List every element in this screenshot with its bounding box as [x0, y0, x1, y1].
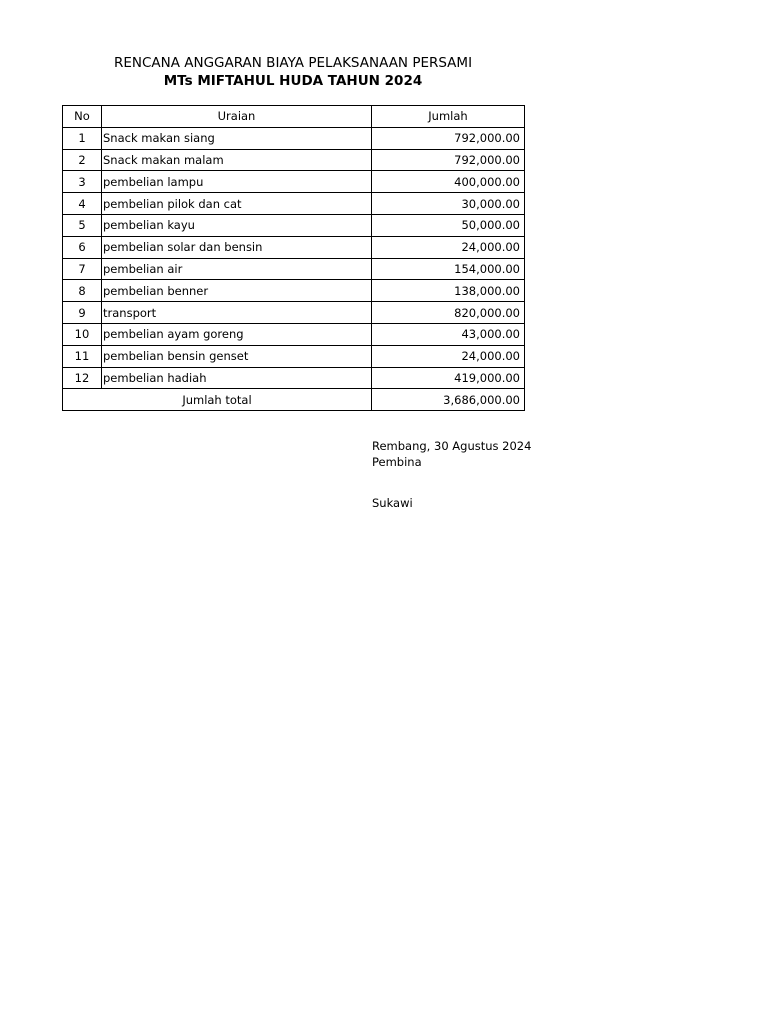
row-jumlah: 820,000.00 [372, 302, 525, 324]
header-no: No [63, 106, 102, 128]
row-no: 7 [63, 258, 102, 280]
table-row [63, 302, 525, 324]
table-row [63, 127, 525, 149]
row-uraian: pembelian solar dan bensin [102, 236, 372, 258]
signature-role: Pembina [372, 454, 422, 469]
table-row [63, 171, 525, 193]
table-header-row [63, 106, 525, 128]
table-row [63, 258, 525, 280]
row-uraian: Snack makan siang [102, 127, 372, 149]
row-uraian: pembelian kayu [102, 214, 372, 236]
row-jumlah: 419,000.00 [372, 367, 525, 389]
row-no: 1 [63, 127, 102, 149]
title-line-1: RENCANA ANGGARAN BIAYA PELAKSANAAN PERSAMI [113, 55, 473, 71]
row-no: 10 [63, 323, 102, 345]
table-row [63, 236, 525, 258]
row-uraian: transport [102, 302, 372, 324]
row-jumlah: 43,000.00 [372, 323, 525, 345]
row-jumlah: 792,000.00 [372, 127, 525, 149]
row-jumlah: 792,000.00 [372, 149, 525, 171]
table-row [63, 367, 525, 389]
table-row [63, 280, 525, 302]
total-label: Jumlah total [63, 389, 372, 411]
row-jumlah: 154,000.00 [372, 258, 525, 280]
budget-table [62, 105, 525, 411]
row-jumlah: 24,000.00 [372, 236, 525, 258]
total-row [63, 389, 525, 411]
row-jumlah: 400,000.00 [372, 171, 525, 193]
row-no: 3 [63, 171, 102, 193]
row-no: 4 [63, 193, 102, 215]
row-jumlah: 138,000.00 [372, 280, 525, 302]
title-line-2: MTs MIFTAHUL HUDA TAHUN 2024 [163, 73, 423, 89]
row-no: 12 [63, 367, 102, 389]
row-jumlah: 30,000.00 [372, 193, 525, 215]
signature-block [372, 439, 531, 512]
signature-name: Sukawi [372, 496, 413, 510]
header-jumlah: Jumlah [372, 106, 525, 128]
table-row [63, 193, 525, 215]
document-title [62, 54, 524, 90]
row-uraian: pembelian pilok dan cat [102, 193, 372, 215]
row-no: 11 [63, 345, 102, 367]
row-uraian: pembelian lampu [102, 171, 372, 193]
row-jumlah: 24,000.00 [372, 345, 525, 367]
row-no: 5 [63, 214, 102, 236]
row-no: 2 [63, 149, 102, 171]
header-uraian: Uraian [102, 106, 372, 128]
row-uraian: pembelian ayam goreng [102, 323, 372, 345]
row-no: 6 [63, 236, 102, 258]
table-row [63, 214, 525, 236]
row-uraian: pembelian bensin genset [102, 345, 372, 367]
row-uraian: Snack makan malam [102, 149, 372, 171]
row-jumlah: 50,000.00 [372, 214, 525, 236]
table-row [63, 149, 525, 171]
row-no: 8 [63, 280, 102, 302]
row-no: 9 [63, 302, 102, 324]
row-uraian: pembelian benner [102, 280, 372, 302]
table-row [63, 323, 525, 345]
row-uraian: pembelian hadiah [102, 367, 372, 389]
table-row [63, 345, 525, 367]
row-uraian: pembelian air [102, 258, 372, 280]
signature-place-date: Rembang, 30 Agustus 2024 [372, 439, 532, 453]
total-value: 3,686,000.00 [372, 389, 525, 411]
